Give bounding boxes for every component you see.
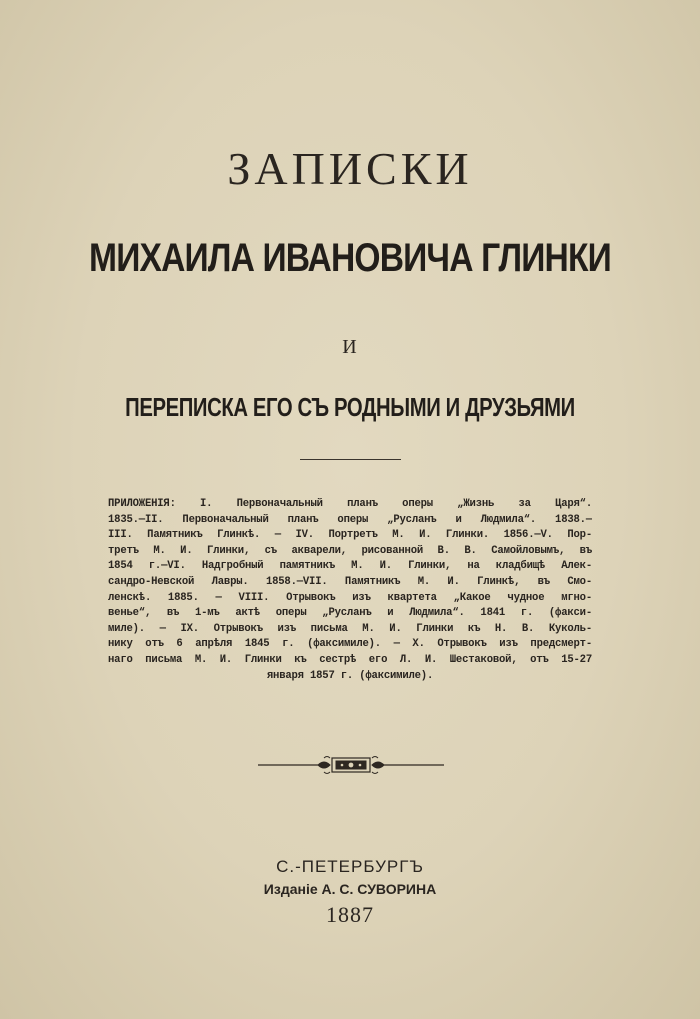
imprint-publisher: Изданіе А. С. СУВОРИНА	[263, 881, 437, 897]
appendix-line: 1835.—II. Первоначальный планъ оперы „Русланъ и Людмила“. 1838.—	[108, 513, 592, 526]
appendix-line: ПРИЛОЖЕНІЯ: І. Первоначальный планъ оперы „Жизнь за Царя“.	[108, 498, 592, 510]
appendix-line: нику отъ 6 апрѣля 1845 г. (факсимиле). — X. Отрывокъ изъ предсмерт-	[108, 638, 592, 651]
appendix-line: ленскѣ. 1885. — VIII. Отрывокъ изъ квартета „Какое чудное мгно-	[108, 591, 592, 604]
appendix-line: 1854 г.—VI. Надгробный памятникъ М. И. Глинки, на кладбищѣ Алек-	[108, 560, 592, 573]
appendix-line: миле). — IX. Отрывокъ изъ письма М. И. Глинки къ Н. В. Куколь-	[108, 622, 592, 635]
title-conjunction: И	[342, 336, 358, 358]
imprint-year: 1887	[326, 902, 374, 927]
appendix-line: III. Памятникъ Глинкѣ. — IV. Портретъ М. И. Глинки. 1856.—V. Пор-	[108, 529, 592, 542]
book-title: ЗАПИСКИ	[227, 143, 473, 194]
appendix-list	[108, 497, 592, 684]
appendix-line: наго письма М. И. Глинки къ сестрѣ его Л. И. Шестаковой, отъ 15-27	[108, 653, 592, 666]
appendix-line: сандро-Невской Лавры. 1858.—VII. Памятникъ М. И. Глинкѣ, въ Смо-	[108, 575, 592, 588]
author-name: МИХАИЛА ИВАНОВИЧА ГЛИНКИ	[89, 236, 611, 280]
appendix-line: третъ М. И. Глинки, съ акварели, рисованной В. В. Самойловымъ, въ	[108, 544, 592, 557]
appendix-line: января 1857 г. (факсимиле).	[266, 669, 434, 682]
book-subtitle: ПЕРЕПИСКА ЕГО СЪ РОДНЫМИ И ДРУЗЬЯМИ	[125, 392, 575, 422]
appendix-line: венье“, въ 1-мъ актѣ оперы „Русланъ и Людмила“. 1841 г. (факси-	[108, 607, 592, 620]
title-divider	[300, 459, 401, 460]
imprint-city: С.-ПЕТЕРБУРГЪ	[276, 857, 424, 876]
ornament-divider-icon	[258, 754, 444, 776]
